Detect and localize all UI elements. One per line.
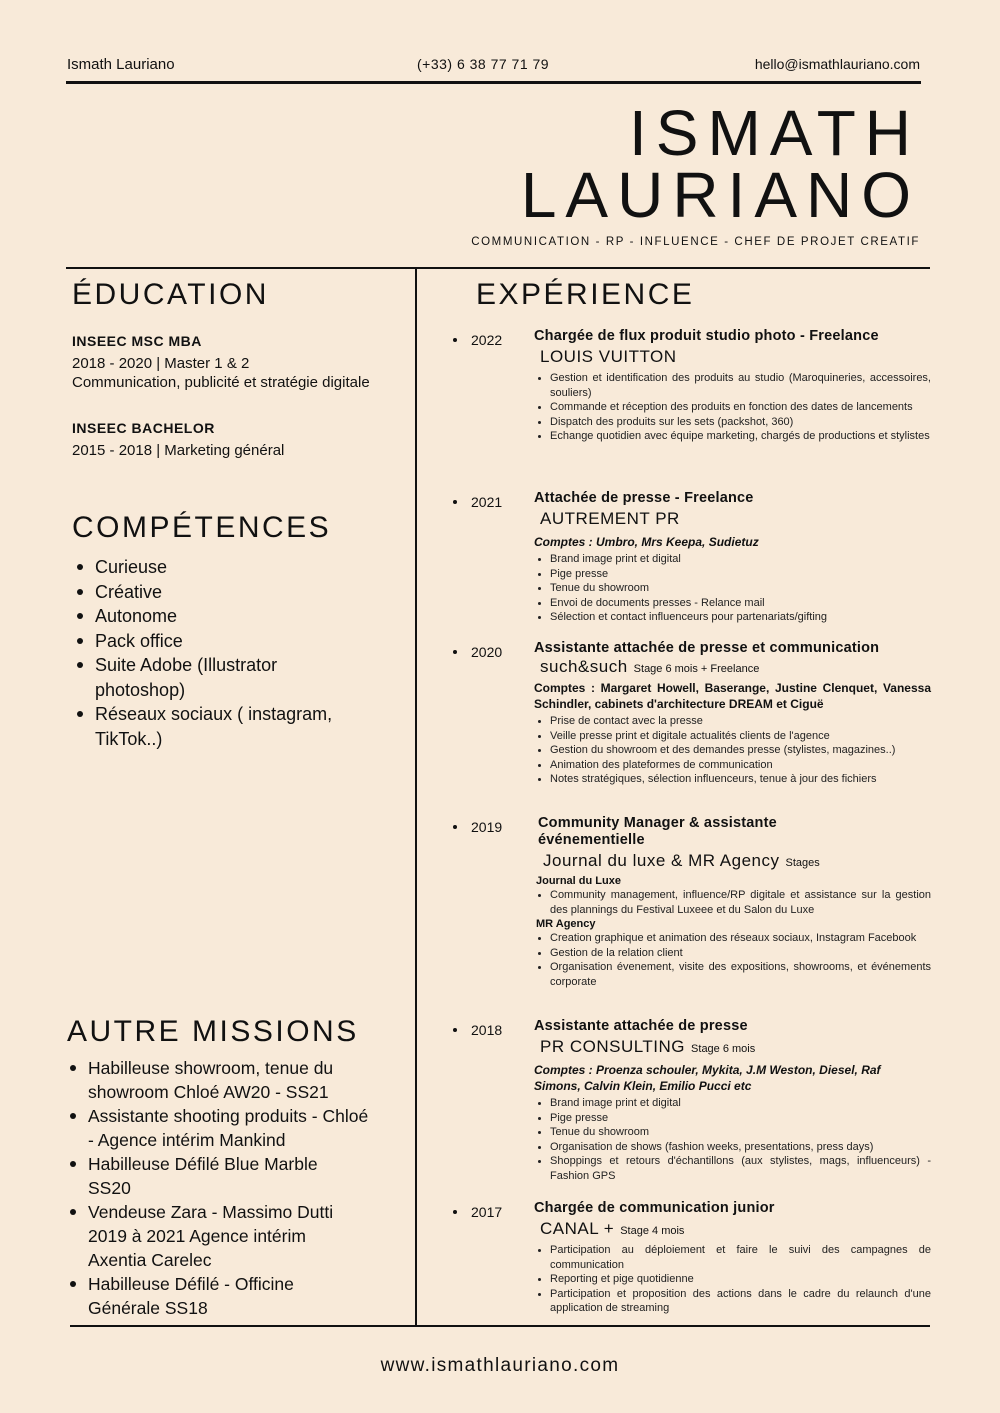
experience-accounts: Comptes : Umbro, Mrs Keepa, Sudietuz: [534, 535, 759, 549]
header-name: Ismath Lauriano: [67, 56, 175, 73]
education-school: INSEEC BACHELOR: [72, 420, 215, 436]
experience-year: 2018: [455, 1022, 502, 1038]
education-item: [72, 333, 392, 392]
mission-text: SS18: [160, 1298, 208, 1318]
mission-item: [66, 1272, 348, 1320]
big-last-name: LAURIANO: [520, 159, 920, 231]
experience-item: [455, 1018, 931, 1183]
experience-role: Chargée de flux produit studio photo - Freelance: [534, 328, 879, 344]
skill-item: Autonome: [73, 604, 373, 629]
mission-item: [66, 1056, 371, 1104]
bullet: Organisation de shows (fashion weeks, presentations, press days): [534, 1140, 931, 1155]
experience-year: 2019: [455, 819, 502, 835]
experience-role: Chargée de communication junior: [534, 1200, 775, 1216]
experience-bullets: [534, 1096, 931, 1183]
education-item: [72, 420, 392, 460]
mission-text: -: [306, 1106, 323, 1126]
bullet: Organisation évenement, visite des expositions, showrooms, et événements corporate: [534, 960, 931, 989]
education-school: INSEEC MSC MBA: [72, 333, 202, 349]
bullet: Animation des plateformes de communication: [534, 758, 931, 773]
experience-item: [455, 640, 931, 787]
mission-bold: Chloé: [173, 1082, 220, 1102]
education-program: Communication, publicité et stratégie digitale: [72, 374, 370, 391]
missions-list: [66, 1056, 371, 1320]
bullet: Envoi de documents presses - Relance mail: [534, 596, 931, 611]
experience-bullets: [534, 888, 931, 917]
education-dates: 2018 - 2020 | Master 1 & 2: [72, 355, 250, 372]
mission-item: [66, 1200, 353, 1272]
mission-text: - Agence intérim Mankind: [88, 1130, 286, 1150]
experience-bullets: [534, 931, 931, 989]
mission-bold: Habilleuse Défilé - Officine Générale: [88, 1274, 294, 1318]
experience-role: Assistante attachée de presse et communication: [534, 640, 880, 656]
experience-year: 2021: [455, 494, 502, 510]
mission-bold: Chloé: [322, 1106, 369, 1126]
bullet: Reporting et pige quotidienne: [534, 1272, 931, 1287]
experience-year: 2017: [455, 1204, 502, 1220]
bullet: Pige presse: [534, 567, 931, 582]
experience-company: AUTREMENT PR: [540, 509, 680, 528]
mission-bold: Massimo Dutti: [222, 1202, 334, 1222]
experience-role: Community Manager & assistante événementielle: [538, 815, 777, 848]
experience-role: Assistante attachée de presse: [534, 1018, 748, 1034]
header-email[interactable]: hello@ismathlauriano.com: [754, 56, 920, 72]
mission-bold: Habilleuse showroom: [88, 1058, 256, 1078]
mission-text: -: [206, 1202, 223, 1222]
mission-text: 2019 à 2021 Agence intérim Axentia Carelec: [88, 1226, 306, 1270]
bullet: Gestion et identification des produits au studio (Maroquineries, accessoires, souliers): [534, 371, 931, 400]
bullet: Commande et réception des produits en fonction des dates de lancements: [534, 400, 931, 415]
section-top-rule: [66, 267, 930, 269]
experience-item: [455, 490, 931, 625]
column-divider: [415, 267, 417, 1327]
experience-company: CANAL + Stage 4 mois: [540, 1219, 685, 1238]
experience-item: [455, 1200, 931, 1316]
experience-bullets: [534, 552, 931, 625]
header-phone: (+33) 6 38 77 71 79: [417, 56, 550, 72]
bullet: Creation graphique et animation des réseaux sociaux, Instagram Facebook: [534, 931, 931, 946]
bullet: Brand image print et digital: [534, 1096, 931, 1111]
experience-item: [455, 328, 931, 444]
experience-bullets: [534, 371, 931, 444]
experience-company: LOUIS VUITTON: [540, 347, 677, 366]
experience-company: Journal du luxe & MR Agency Stages: [543, 851, 820, 870]
big-first-name: ISMATH: [628, 97, 920, 169]
skill-item: Créative: [73, 580, 373, 605]
mission-text: , tenue du showroom: [88, 1058, 334, 1102]
experience-sub-company: MR Agency: [536, 918, 596, 930]
bullet: Dispatch des produits sur les sets (packshot, 360): [534, 415, 931, 430]
education-title: ÉDUCATION: [72, 278, 269, 311]
experience-year: 2020: [455, 644, 502, 660]
bullet: Pige presse: [534, 1111, 931, 1126]
experience-title: EXPÉRIENCE: [476, 278, 695, 311]
mission-item: [66, 1152, 348, 1200]
experience-accounts: Comptes : Margaret Howell, Baserange, Justine Clenquet, Vanessa Schindler, cabinets d'architecture DREAM et Ciguë: [534, 681, 931, 711]
experience-company: PR CONSULTING Stage 6 mois: [540, 1037, 756, 1056]
experience-year: 2022: [455, 332, 502, 348]
footer-website[interactable]: www.ismathlauriano.com: [380, 1355, 620, 1376]
bullet: Gestion du showroom et des demandes presse (stylistes, magazines..): [534, 743, 931, 758]
tagline: COMMUNICATION - RP - INFLUENCE - CHEF DE PROJET CREATIF: [471, 236, 920, 248]
bullet: Echange quotidien avec équipe marketing, chargés de productions et stylistes: [534, 429, 931, 444]
bullet: Tenue du showroom: [534, 581, 931, 596]
experience-item: [455, 815, 931, 989]
bullet: Participation et proposition des actions dans le cadre du relaunch d'une application de streaming: [534, 1287, 931, 1316]
mission-bold: Assistante shooting produits: [88, 1106, 307, 1126]
experience-company: such&such Stage 6 mois + Freelance: [540, 657, 760, 676]
skill-item: Réseaux sociaux ( instagram, TikTok..): [73, 702, 365, 751]
skills-title: COMPÉTENCES: [72, 511, 332, 544]
mission-item: [66, 1104, 371, 1152]
section-bottom-rule: [70, 1325, 930, 1327]
bullet: Brand image print et digital: [534, 552, 931, 567]
skill-item: Suite Adobe (Illustrator photoshop): [73, 653, 315, 702]
header-rule: [66, 81, 921, 84]
experience-sub-company: Journal du Luxe: [536, 875, 621, 887]
bullet: Veille presse print et digitale actualités clients de l'agence: [534, 729, 931, 744]
bullet: Prise de contact avec la presse: [534, 714, 931, 729]
missions-title: AUTRE MISSIONS: [67, 1015, 359, 1048]
mission-text: AW20 - SS21: [219, 1082, 329, 1102]
experience-bullets: [534, 1243, 931, 1316]
bullet: Shoppings et retours d'échantillons (aux stylistes, mags, influenceurs) - Fashion GPS: [534, 1154, 931, 1183]
mission-text: SS20: [88, 1178, 131, 1198]
bullet: Gestion de la relation client: [534, 946, 931, 961]
bullet: Participation au déploiement et faire le suivi des campagnes de communication: [534, 1243, 931, 1272]
mission-bold: Habilleuse Défilé Blue Marble: [88, 1154, 318, 1174]
skills-list: [73, 555, 373, 751]
mission-bold: Vendeuse Zara: [88, 1202, 207, 1222]
education-dates: 2015 - 2018 | Marketing général: [72, 442, 285, 459]
bullet: Tenue du showroom: [534, 1125, 931, 1140]
experience-bullets: [534, 714, 931, 787]
bullet: Sélection et contact influenceurs pour partenariats/gifting: [534, 610, 931, 625]
experience-accounts: Comptes : Proenza schouler, Mykita, J.M Weston, Diesel, Raf Simons, Calvin Klein, Emilio Pucci etc: [534, 1063, 881, 1093]
education-list: [72, 333, 392, 460]
skill-item: Pack office: [73, 629, 373, 654]
bullet: Community management, influence/RP digitale et assistance sur la gestion des plannings du Festival Luxeee et du Salon du Luxe: [534, 888, 931, 917]
experience-role: Attachée de presse - Freelance: [534, 490, 754, 506]
bullet: Notes stratégiques, sélection influenceurs, tenue à jour des fichiers: [534, 772, 931, 787]
skill-item: Curieuse: [73, 555, 373, 580]
